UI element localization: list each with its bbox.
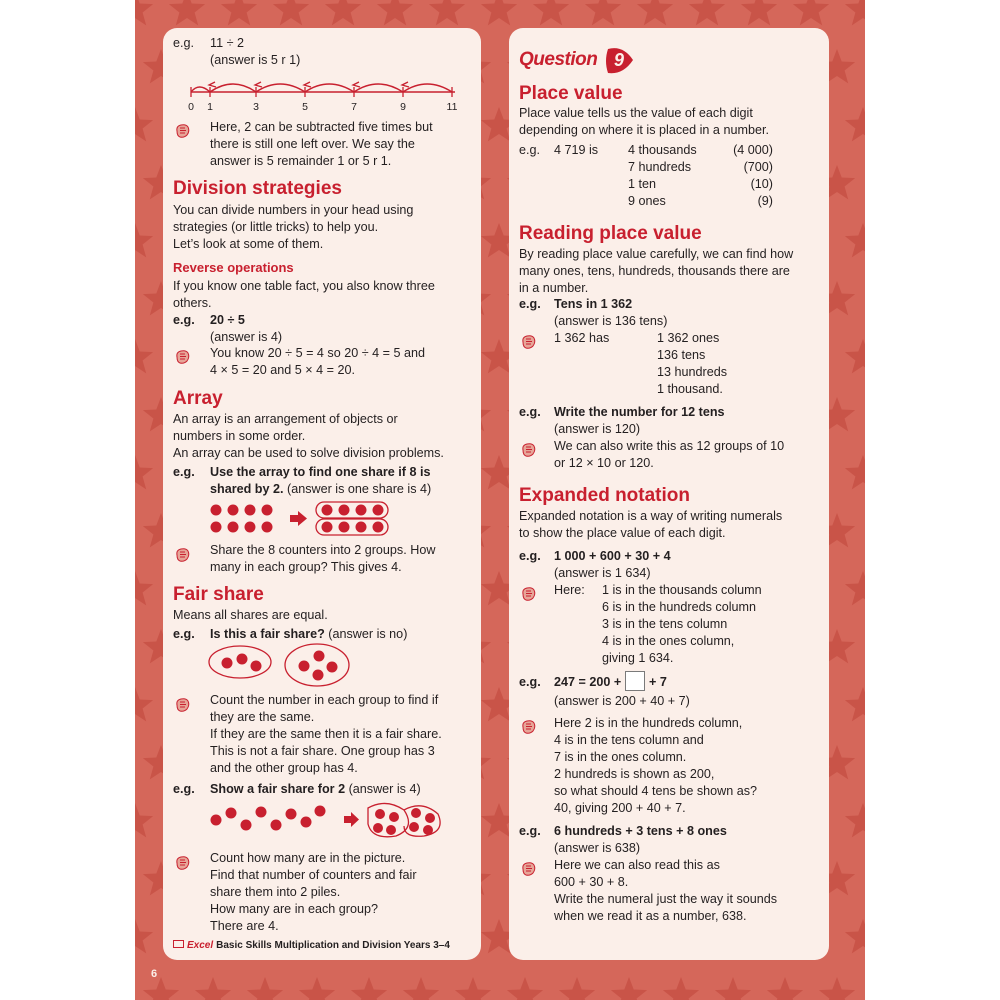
answer-box — [625, 671, 645, 691]
example-answer: (answer is 120) — [554, 422, 641, 436]
place-row-value: (4 000) — [733, 143, 773, 157]
numberline-label: 7 — [351, 101, 357, 113]
background-star — [143, 977, 179, 1000]
background-star — [247, 977, 283, 1000]
background-star — [845, 687, 865, 721]
background-star — [135, 455, 153, 489]
tip-line: Find that number of counters and fair — [210, 868, 417, 882]
background-star — [221, 0, 257, 25]
subsection-heading: Reverse operations — [173, 260, 294, 275]
body-line: numbers in some order. — [173, 429, 306, 443]
tip-line: 4 is in the tens column and — [554, 733, 704, 747]
body-line: Place value tells us the value of each digit — [519, 106, 753, 120]
fair-share-groups — [208, 645, 358, 691]
tip-line: If they are the same then it is a fair share. — [210, 727, 442, 741]
hand-icon — [174, 348, 191, 365]
background-star — [169, 0, 205, 25]
left-panel — [163, 28, 481, 960]
example-answer: (answer is 4) — [348, 782, 421, 796]
section-heading: Expanded notation — [519, 485, 690, 506]
numberline-label: 11 — [446, 101, 458, 113]
tip-line: 4 is in the ones column, — [602, 634, 735, 648]
tip-line: there is still one left over. We say the — [210, 137, 415, 151]
hand-icon — [174, 122, 191, 139]
array-counters — [208, 502, 408, 538]
background-star — [767, 977, 803, 1000]
numberline-label: 3 — [253, 101, 259, 113]
background-star — [299, 977, 335, 1000]
background-star — [637, 0, 673, 25]
tip-line: Count how many are in the picture. — [210, 851, 406, 865]
body-line: in a number. — [519, 281, 589, 295]
background-star — [273, 0, 309, 25]
background-star — [845, 339, 865, 373]
example-answer: (answer is 5 r 1) — [210, 53, 301, 67]
question-label: Question — [519, 49, 598, 70]
footer-title: Basic Skills Multiplication and Division Years 3–4 — [216, 940, 450, 951]
example-question: shared by 2. — [210, 482, 284, 496]
eg-label: e.g. — [173, 313, 195, 327]
section-heading: Fair share — [173, 584, 264, 605]
tip-text: 1 362 has — [554, 331, 610, 345]
tip-line: 3 is in the tens column — [602, 617, 728, 631]
example-question: Tens in 1 362 — [554, 297, 633, 311]
section-heading: Place value — [519, 83, 623, 104]
hand-icon — [520, 585, 537, 602]
tip-line: 2 hundreds is shown as 200, — [554, 767, 715, 781]
tip-line: 600 + 30 + 8. — [554, 875, 629, 889]
tip-line: 1 is in the thousands column — [602, 583, 762, 597]
body-line: Means all shares are equal. — [173, 608, 328, 622]
eg-label: e.g. — [519, 143, 541, 157]
place-row-label: 4 thousands — [628, 143, 697, 157]
tip-line: We can also write this as 12 groups of 10 — [554, 439, 785, 453]
arrow-right-icon — [290, 511, 307, 526]
page — [135, 0, 865, 1000]
tip-line: Here 2 is in the hundreds column, — [554, 716, 743, 730]
body-line: strategies (or little tricks) to help you. — [173, 220, 379, 234]
place-row-label: 9 ones — [628, 194, 666, 208]
body-line: You can divide numbers in your head using — [173, 203, 414, 217]
section-heading: Division strategies — [173, 178, 342, 199]
tip-line: when we read it as a number, 638. — [554, 909, 747, 923]
tip-text: Here: — [554, 583, 585, 597]
tip-line: 7 is in the ones column. — [554, 750, 687, 764]
place-row-value: (9) — [757, 194, 773, 208]
tip-line: so what should 4 tens be shown as? — [554, 784, 758, 798]
body-line: By reading place value carefully, we can find how — [519, 247, 794, 261]
hand-icon — [174, 854, 191, 871]
background-star — [689, 0, 725, 25]
background-star — [793, 0, 829, 25]
example-answer: (answer is 638) — [554, 841, 641, 855]
section-heading: Reading place value — [519, 223, 702, 244]
tip-line: giving 1 634. — [602, 651, 674, 665]
background-star — [135, 0, 153, 25]
body-line: others. — [173, 296, 212, 310]
eg-label: e.g. — [173, 465, 195, 479]
background-star — [845, 223, 865, 257]
hand-icon — [174, 546, 191, 563]
background-star — [663, 977, 699, 1000]
background-star — [325, 0, 361, 25]
background-star — [135, 571, 153, 605]
background-star — [135, 223, 153, 257]
example-answer: (answer is 1 634) — [554, 566, 651, 580]
background-star — [377, 0, 413, 25]
background-star — [481, 0, 517, 25]
background-star — [845, 107, 865, 141]
tip-line: or 12 × 10 or 120. — [554, 456, 654, 470]
example-answer: (answer is 200 + 40 + 7) — [554, 694, 690, 708]
number-line — [187, 68, 463, 113]
background-star — [135, 339, 153, 373]
body-line: If you know one table fact, you also know three — [173, 279, 435, 293]
tip-line: Here we can also read this as — [554, 858, 720, 872]
background-star — [845, 803, 865, 837]
example-question-line — [210, 626, 407, 643]
example-answer: (answer is one share is 4) — [287, 482, 432, 496]
background-star — [819, 977, 855, 1000]
body-line: An array can be used to solve division problems. — [173, 446, 444, 460]
numberline-label: 5 — [302, 101, 308, 113]
place-row-value: (10) — [750, 177, 773, 191]
tip-line: 4 × 5 = 20 and 5 × 4 = 20. — [210, 363, 355, 377]
background-star — [845, 455, 865, 489]
background-star — [585, 0, 621, 25]
hand-icon — [174, 696, 191, 713]
background-star — [845, 919, 865, 953]
section-heading: Array — [173, 388, 223, 409]
fair-share-piles — [208, 800, 448, 840]
tip-line: Share the 8 counters into 2 groups. How — [210, 543, 436, 557]
hand-icon — [520, 441, 537, 458]
example-question: + 7 — [649, 675, 667, 689]
example-question: Use the array to find one share if 8 is — [210, 465, 431, 479]
tip-line: There are 4. — [210, 919, 279, 933]
example-question-line — [210, 781, 421, 798]
tip-line: 6 is in the hundreds column — [602, 600, 757, 614]
tip-line: and the other group has 4. — [210, 761, 358, 775]
eg-label: e.g. — [519, 675, 541, 689]
hand-icon — [520, 718, 537, 735]
eg-label: e.g. — [173, 782, 195, 796]
numberline-label: 0 — [188, 101, 194, 113]
background-star — [135, 107, 153, 141]
background-star — [135, 919, 153, 953]
numberline-label: 1 — [207, 101, 213, 113]
background-star — [715, 977, 751, 1000]
footer-brand: Excel — [187, 940, 214, 951]
eg-label: e.g. — [173, 36, 195, 50]
numberline-label: 9 — [400, 101, 406, 113]
example-question: 247 = 200 + — [554, 675, 622, 689]
background-star — [195, 977, 231, 1000]
background-star — [611, 977, 647, 1000]
right-panel — [509, 28, 829, 960]
tip-line: they are the same. — [210, 710, 315, 724]
background-star — [845, 571, 865, 605]
tip-line: share them into 2 piles. — [210, 885, 341, 899]
list-item: 1 thousand. — [657, 382, 723, 396]
hand-icon — [520, 860, 537, 877]
body-line: Let’s look at some of them. — [173, 237, 324, 251]
eg-label: e.g. — [173, 627, 195, 641]
tip-line: Count the number in each group to find if — [210, 693, 439, 707]
arrow-right-icon — [344, 812, 359, 827]
example-question: Show a fair share for 2 — [210, 782, 346, 796]
background-star — [403, 977, 439, 1000]
example-question: 11 ÷ 2 — [210, 36, 244, 50]
example-answer: (answer is no) — [328, 627, 408, 641]
body-line: Expanded notation is a way of writing numerals — [519, 509, 783, 523]
background-star — [351, 977, 387, 1000]
tip-line: many in each group? This gives 4. — [210, 560, 402, 574]
eg-label: e.g. — [519, 297, 541, 311]
body-line: depending on where it is placed in a number. — [519, 123, 769, 137]
body-line: to show the place value of each digit. — [519, 526, 726, 540]
example-question-line — [210, 481, 431, 498]
example-question: 1 000 + 600 + 30 + 4 — [554, 549, 671, 563]
background-star — [507, 977, 543, 1000]
body-line: An array is an arrangement of objects or — [173, 412, 398, 426]
example-question: Is this a fair share? — [210, 627, 325, 641]
tip-line: This is not a fair share. One group has 3 — [210, 744, 435, 758]
list-item: 1 362 ones — [657, 331, 720, 345]
place-row-label: 7 hundreds — [628, 160, 692, 174]
tip-line: Write the numeral just the way it sounds — [554, 892, 778, 906]
example-question: 20 ÷ 5 — [210, 313, 245, 327]
place-row-label: 1 ten — [628, 177, 657, 191]
example-question: Write the number for 12 tens — [554, 405, 725, 419]
example-answer: (answer is 136 tens) — [554, 314, 668, 328]
background-star — [135, 803, 153, 837]
eg-label: e.g. — [519, 549, 541, 563]
background-star — [135, 687, 153, 721]
example-answer: (answer is 4) — [210, 330, 283, 344]
eg-label: e.g. — [519, 405, 541, 419]
question-number: 9 — [613, 50, 624, 70]
background-star — [559, 977, 595, 1000]
background-star — [533, 0, 569, 25]
background-star — [741, 0, 777, 25]
list-item: 13 hundreds — [657, 365, 728, 379]
tip-line: You know 20 ÷ 5 = 4 so 20 ÷ 4 = 5 and — [210, 346, 426, 360]
tip-line: Here, 2 can be subtracted five times but — [210, 120, 433, 134]
background-star — [845, 0, 865, 25]
list-item: 136 tens — [657, 348, 706, 362]
tip-line: How many are in each group? — [210, 902, 379, 916]
book-icon — [173, 940, 184, 948]
hand-icon — [520, 333, 537, 350]
background-star — [429, 0, 465, 25]
place-row-value: (700) — [743, 160, 773, 174]
background-star — [455, 977, 491, 1000]
example-question: 6 hundreds + 3 tens + 8 ones — [554, 824, 727, 838]
body-line: many ones, tens, hundreds, thousands there are — [519, 264, 790, 278]
page-number: 6 — [151, 968, 158, 980]
example-number: 4 719 is — [554, 143, 599, 157]
eg-label: e.g. — [519, 824, 541, 838]
tip-line: answer is 5 remainder 1 or 5 r 1. — [210, 154, 392, 168]
footer — [173, 939, 450, 952]
tip-line: 40, giving 200 + 40 + 7. — [554, 801, 686, 815]
